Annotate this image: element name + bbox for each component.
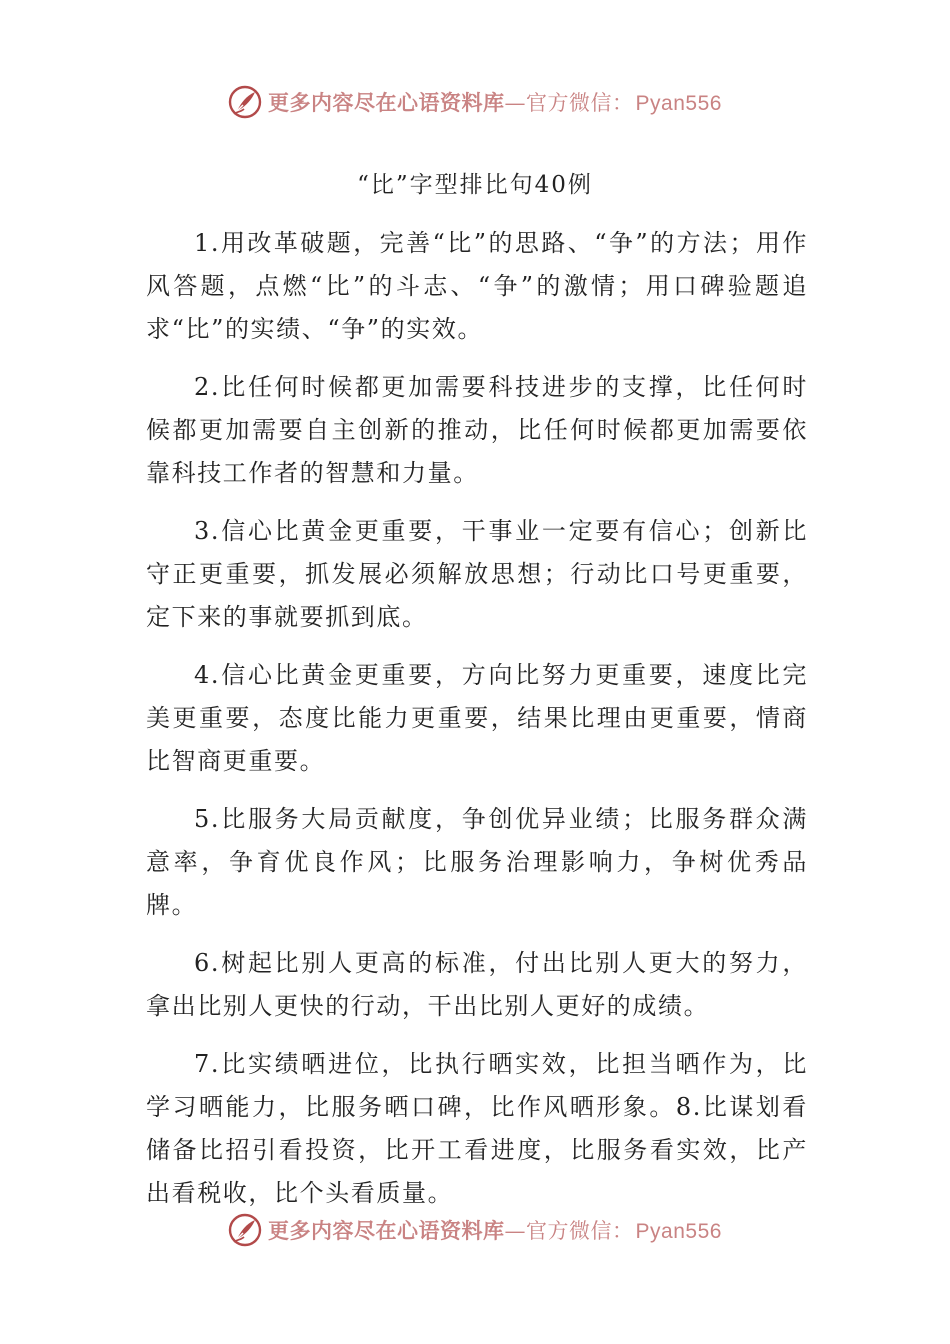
watermark-dash: — — [504, 91, 527, 115]
paragraph-2: 2.比任何时候都更加需要科技进步的支撑，比任何时候都更加需要自主创新的推动，比任何时候都更加需要依靠科技工作者的智慧和力量。 — [146, 373, 808, 487]
paragraph-1: 1.用改革破题，完善“比”的思路、“争”的方法；用作风答题，点燃“比”的斗志、“争”的激情；用口碑验题追求“比”的实绩、“争”的实效。 — [146, 229, 808, 343]
watermark-label: 更多内容尽在心语资料库 — [268, 1218, 505, 1243]
paragraph-4: 4.信心比黄金更重要，方向比努力更重要，速度比完美更重要，态度比能力更重要，结果比理由更重要，情商比智商更重要。 — [146, 661, 808, 775]
watermark-text — [268, 1215, 722, 1245]
watermark-wechat-id: Pyan556 — [635, 1220, 722, 1243]
watermark-wechat-label: 官方微信： — [526, 1219, 634, 1243]
paragraph-5: 5.比服务大局贡献度，争创优异业绩；比服务群众满意率，争育优良作风；比服务治理影响力，争树优秀品牌。 — [146, 805, 808, 919]
feather-pen-logo-icon — [228, 1213, 262, 1247]
watermark-dash: — — [504, 1219, 527, 1243]
watermark-label: 更多内容尽在心语资料库 — [268, 90, 505, 115]
footer-watermark — [0, 1210, 950, 1250]
paragraph-3: 3.信心比黄金更重要，干事业一定要有信心；创新比守正更重要，抓发展必须解放思想；行动比口号更重要，定下来的事就要抓到底。 — [146, 517, 808, 631]
paragraph-6: 6.树起比别人更高的标准，付出比别人更大的努力，拿出比别人更快的行动，干出比别人更好的成绩。 — [146, 949, 808, 1020]
paragraph-7: 7.比实绩晒进位，比执行晒实效，比担当晒作为，比学习晒能力，比服务晒口碑，比作风晒形象。8.比谋划看储备比招引看投资，比开工看进度，比服务看实效，比产出看税收，比个头看质量。 — [146, 1050, 808, 1207]
document-title: “比”字型排比句40例 — [357, 172, 593, 198]
feather-pen-logo-icon — [228, 85, 262, 119]
watermark-text — [268, 87, 722, 117]
header-watermark — [0, 82, 950, 122]
watermark-wechat-label: 官方微信： — [526, 91, 634, 115]
watermark-wechat-id: Pyan556 — [635, 92, 722, 115]
document-body — [146, 222, 808, 1230]
